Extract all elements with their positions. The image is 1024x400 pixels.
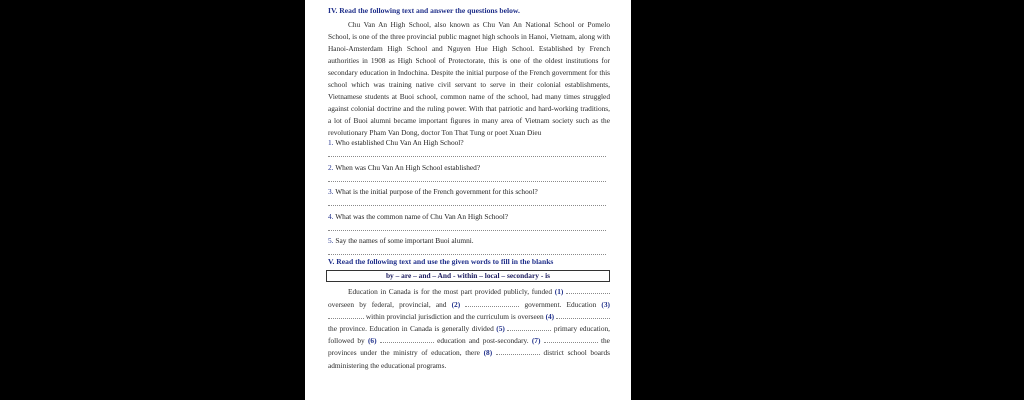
question-text: Who established Chu Van An High School? bbox=[335, 138, 464, 148]
worksheet-page bbox=[305, 0, 631, 400]
question-number: 5. bbox=[328, 236, 334, 246]
question-text: What was the common name of Chu Van An High School? bbox=[335, 211, 509, 221]
question-number: 4. bbox=[328, 211, 334, 221]
blank-number-1: (1) bbox=[554, 287, 564, 297]
section-v-title: V. Read the following text and use the given words to fill in the blanks bbox=[328, 257, 554, 267]
cloze-text: overseen by federal, provincial, and bbox=[328, 299, 447, 309]
question-4 bbox=[328, 213, 610, 237]
worksheet-content bbox=[328, 6, 610, 372]
answer-line-3[interactable] bbox=[328, 205, 606, 206]
word-bank-box: by – are – and – And - within – local – secondary - is bbox=[326, 270, 610, 282]
cloze-text: within provincial jurisdiction and the curriculum is overseen bbox=[365, 311, 544, 321]
cloze-text: district school boards administering the educational programs. bbox=[328, 348, 610, 370]
blank-8[interactable] bbox=[496, 347, 540, 355]
cloze-text: the provinces under the ministry of education, there bbox=[328, 336, 610, 358]
blank-number-7: (7) bbox=[531, 336, 541, 346]
section-iv-title: IV. Read the following text and answer the questions below. bbox=[328, 6, 520, 15]
blank-number-8: (8) bbox=[483, 348, 493, 358]
question-number: 1. bbox=[328, 138, 334, 148]
question-text: Say the names of some important Buoi alumni. bbox=[335, 236, 474, 246]
blank-number-3: (3) bbox=[601, 299, 610, 309]
blank-number-4: (4) bbox=[545, 311, 555, 321]
cloze-passage bbox=[328, 286, 610, 371]
blank-number-6: (6) bbox=[367, 336, 377, 346]
answer-line-5[interactable] bbox=[328, 254, 606, 255]
blank-7[interactable] bbox=[544, 335, 598, 343]
question-3 bbox=[328, 188, 610, 212]
blank-number-5: (5) bbox=[496, 324, 505, 334]
question-number: 3. bbox=[328, 187, 334, 197]
blank-2[interactable] bbox=[465, 299, 519, 307]
question-number: 2. bbox=[328, 162, 334, 172]
question-2 bbox=[328, 164, 610, 188]
answer-line-4[interactable] bbox=[328, 230, 606, 231]
answer-line-2[interactable] bbox=[328, 181, 606, 182]
cloze-text: government. Education bbox=[524, 299, 597, 309]
question-list bbox=[328, 139, 610, 261]
question-text: What is the initial purpose of the French government for this school? bbox=[335, 187, 538, 197]
reading-passage: Chu Van An High School, also known as Chu Van An National School or Pomelo School, is one of the three provincial public magnet high schools in Hanoi, Vietnam, along with Hanoi-Amsterdam High School and Nguyen Hue High School. Established by French authorities in 1908 as High School of Protectorate, this is one of the oldest institutions for secondary education in Indochina. Despite the initial purpose of the French government for this school which was training native civil servant to serve in their colonial establishments, Vietnamese students at Buoi school, common name of the school, had many times struggled against colonial doctrine and the ruling power. With that patriotic and hard-working traditions, a lot of Buoi alumni became important figures in many area of Vietnam society such as the revolutionary Pham Van Dong, doctor Ton That Tung or poet Xuan Dieu bbox=[328, 20, 610, 138]
blank-3[interactable] bbox=[328, 311, 364, 319]
blank-5[interactable] bbox=[507, 323, 551, 331]
cloze-text: the province. Education in Canada is generally divided bbox=[328, 324, 494, 334]
cloze-text: primary education, followed by bbox=[328, 324, 611, 346]
blank-4[interactable] bbox=[556, 311, 610, 319]
answer-line-1[interactable] bbox=[328, 156, 606, 157]
question-text: When was Chu Van An High School established? bbox=[335, 162, 481, 172]
cloze-text: Education in Canada is for the most part provided publicly, funded bbox=[348, 287, 553, 297]
blank-6[interactable] bbox=[380, 335, 434, 343]
blank-1[interactable] bbox=[566, 286, 610, 294]
question-5 bbox=[328, 237, 610, 261]
question-1 bbox=[328, 139, 610, 163]
blank-number-2: (2) bbox=[451, 299, 461, 309]
cloze-text: education and post-secondary. bbox=[437, 336, 529, 346]
